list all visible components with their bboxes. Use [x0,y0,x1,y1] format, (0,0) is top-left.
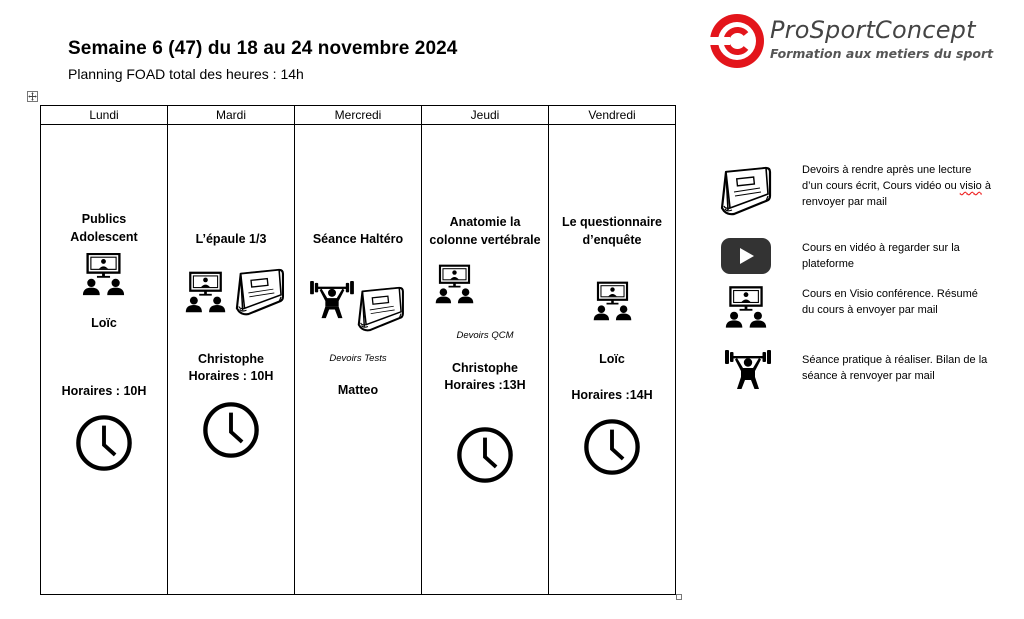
table-row [41,125,676,595]
clock-icon [456,426,514,484]
visio-conference-icon [81,253,126,296]
day-header-mardi: Mardi [168,106,295,125]
logo-tagline: Formation aux metiers du sport [770,46,994,61]
spellcheck-flagged-word: visio [959,180,982,192]
table-resize-handle[interactable] [676,594,682,600]
weightlifter-icon [309,280,355,320]
trainer-name: Christophe [198,352,264,366]
homework-note: Devoirs QCM [456,330,514,341]
course-hours: Horaires :13H [444,378,526,392]
day-cell-vendredi [549,125,676,595]
weightlifter-icon [724,349,772,391]
table-move-handle[interactable] [27,91,38,102]
course-title: Le questionnaire d’enquête [561,215,663,247]
visio-conference-icon [434,263,475,306]
course-hours: Horaires :14H [571,388,653,402]
trainer-name: Loïc [599,352,625,366]
day-cell-lundi [41,125,168,595]
table-header-row [41,106,676,125]
planning-table [40,105,676,595]
clock-icon [583,418,641,476]
course-title: Séance Haltéro [312,232,404,246]
course-title: L’épaule 1/3 [195,232,267,246]
trainer-name: Loïc [91,316,117,330]
clock-icon [75,414,133,472]
legend-text-book: Devoirs à rendre après une lecture d’un cours écrit, Cours vidéo ou visio à renvoyer par mail [802,164,991,208]
trainer-name: Matteo [337,383,379,397]
legend-text-seance: Séance pratique à réaliser. Bilan de la séance à renvoyer par mail [802,354,988,382]
book-icon [231,268,285,316]
day-header-mercredi: Mercredi [295,106,422,125]
logo-mark-icon [708,12,766,70]
video-play-icon [721,238,771,274]
book-icon [716,166,772,216]
logo [708,12,1008,72]
visio-conference-icon [724,286,768,329]
day-header-jeudi: Jeudi [422,106,549,125]
homework-note: Devoirs Tests [329,353,387,364]
legend-text-video: Cours en vidéo à regarder sur la plateforme [802,242,960,270]
clock-icon [202,401,260,459]
visio-conference-icon [184,271,227,314]
day-cell-mardi [168,125,295,595]
day-cell-mercredi [295,125,422,595]
legend-text-visio: Cours en Visio conférence. Résumé du cours à envoyer par mail [802,288,978,316]
book-icon [353,286,405,332]
day-header-vendredi: Vendredi [549,106,676,125]
move-arrows-icon [28,92,37,101]
course-title: Publics Adolescent [70,212,138,244]
course-title: Anatomie la colonne vertébrale [429,215,541,247]
page-title: Semaine 6 (47) du 18 au 24 novembre 2024 [68,38,458,59]
day-header-lundi: Lundi [41,106,168,125]
course-hours: Horaires : 10H [61,384,147,398]
trainer-name: Christophe [452,361,518,375]
day-cell-jeudi [422,125,549,595]
logo-name: ProSportConcept [770,16,976,44]
course-hours: Horaires : 10H [188,369,274,383]
visio-conference-icon [592,280,633,323]
page-subtitle: Planning FOAD total des heures : 14h [68,66,304,82]
